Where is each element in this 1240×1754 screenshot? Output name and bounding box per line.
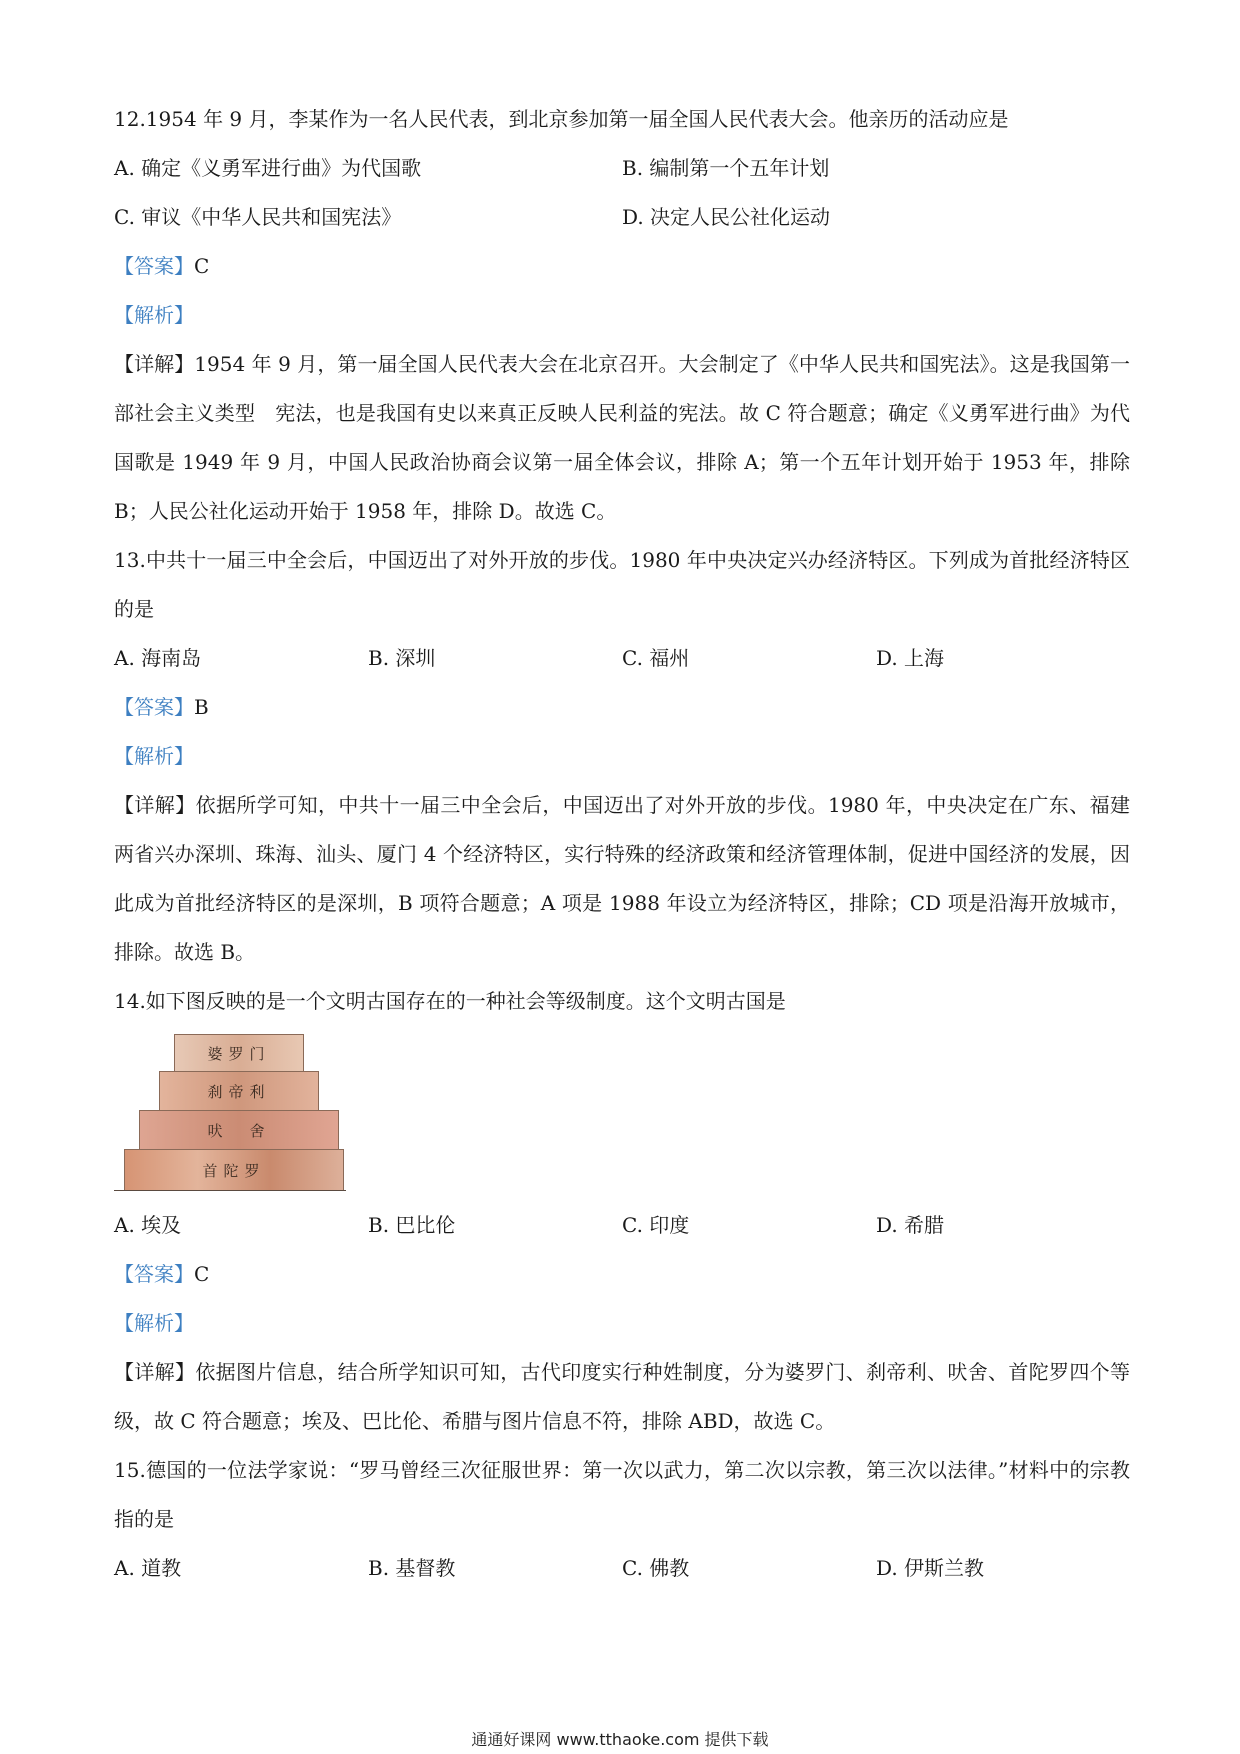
q14-option-a: A. 埃及 <box>114 1213 182 1237</box>
pyramid-tier-kshatriya: 刹帝利 <box>159 1071 319 1111</box>
q15-option-a: A. 道教 <box>114 1556 182 1580</box>
q15-options <box>114 1544 1130 1593</box>
q14-options <box>114 1201 1130 1250</box>
detail-tag: 【详解】 <box>114 352 195 376</box>
q12-option-c: C. 审议《中华人民共和国宪法》 <box>114 205 402 229</box>
q13-option-a: A. 海南岛 <box>114 646 202 670</box>
q12-detail <box>114 340 1130 536</box>
q12-option-b: B. 编制第一个五年计划 <box>622 156 830 180</box>
detail-text: 依据所学可知，中共十一届三中全会后，中国迈出了对外开放的步伐。1980 年，中央决定在广东、福建两省兴办深圳、珠海、汕头、厦门 4 个经济特区，实行特殊的经济政策和经济管理体制，促进中国经济的发展，因此成为首批经济特区的是深圳，B 项符合题意；A 项是 1988 年设立为经济特区，排除；CD 项是沿海开放城市，排除。故选 B。 <box>114 793 1131 964</box>
caste-pyramid-figure <box>114 1034 1130 1184</box>
answer-tag: 【答案】 <box>114 1262 194 1286</box>
q13-analysis <box>114 732 1130 781</box>
q12-option-a: A. 确定《义勇军进行曲》为代国歌 <box>114 156 422 180</box>
q14-detail <box>114 1348 1130 1446</box>
q13-detail <box>114 781 1130 977</box>
q12-analysis <box>114 291 1130 340</box>
q14-answer <box>114 1250 1130 1299</box>
analysis-tag: 【解析】 <box>114 1311 194 1335</box>
q13-option-c: C. 福州 <box>622 646 690 670</box>
q12-options-row1 <box>114 144 1130 193</box>
answer-value: C <box>194 1262 210 1286</box>
detail-tag: 【详解】 <box>114 1360 196 1384</box>
answer-value: B <box>194 695 209 719</box>
q15-stem: 15.德国的一位法学家说：“罗马曾经三次征服世界：第一次以武力，第二次以宗教，第三次以法律。”材料中的宗教指的是 <box>114 1458 1130 1531</box>
q14-option-d: D. 希腊 <box>876 1213 945 1237</box>
q15-option-b: B. 基督教 <box>368 1556 456 1580</box>
answer-value: C <box>194 254 210 278</box>
q13-option-d: D. 上海 <box>876 646 945 670</box>
pyramid-base-line <box>114 1190 346 1191</box>
q13-stem: 13.中共十一届三中全会后，中国迈出了对外开放的步伐。1980 年中央决定兴办经济特区。下列成为首批经济特区的是 <box>114 548 1130 621</box>
q13-option-b: B. 深圳 <box>368 646 436 670</box>
q14-stem: 14.如下图反映的是一个文明古国存在的一种社会等级制度。这个文明古国是 <box>114 989 786 1013</box>
q12-options-row2 <box>114 193 1130 242</box>
answer-tag: 【答案】 <box>114 695 194 719</box>
detail-tag: 【详解】 <box>114 793 196 817</box>
q14-option-c: C. 印度 <box>622 1213 690 1237</box>
q15-option-c: C. 佛教 <box>622 1556 690 1580</box>
analysis-tag: 【解析】 <box>114 303 194 327</box>
document-page <box>114 95 1130 1593</box>
detail-text: 1954 年 9 月，第一届全国人民代表大会在北京召开。大会制定了《中华人民共和国宪法》。这是我国第一部社会主义类型 宪法，也是我国有史以来真正反映人民利益的宪法。故 C 符合题意；确定《义勇军进行曲》为代国歌是 1949 年 9 月，中国人民政治协商会议第一届全体会议，排除 A；第一个五年计划开始于 1953 年，排除 B；人民公社化运动开始于 1958 年，排除 D。故选 C。 <box>114 352 1131 523</box>
q12-stem: 12.1954 年 9 月，李某作为一名人民代表，到北京参加第一届全国人民代表大会。他亲历的活动应是 <box>114 107 1009 131</box>
q13-answer <box>114 683 1130 732</box>
q14-analysis <box>114 1299 1130 1348</box>
answer-tag: 【答案】 <box>114 254 194 278</box>
page-footer: 通通好课网 www.tthaoke.com 提供下载 <box>471 1730 769 1749</box>
pyramid-tier-vaishya: 吠 舍 <box>139 1110 339 1150</box>
q12-option-d: D. 决定人民公社化运动 <box>622 205 831 229</box>
detail-text: 依据图片信息，结合所学知识可知，古代印度实行种姓制度，分为婆罗门、刹帝利、吠舍、首陀罗四个等级，故 C 符合题意；埃及、巴比伦、希腊与图片信息不符，排除 ABD，故选 C。 <box>114 1360 1131 1433</box>
pyramid-tier-shudra: 首陀罗 <box>124 1149 344 1191</box>
analysis-tag: 【解析】 <box>114 744 194 768</box>
q14-option-b: B. 巴比伦 <box>368 1213 456 1237</box>
q15-option-d: D. 伊斯兰教 <box>876 1556 985 1580</box>
q13-options <box>114 634 1130 683</box>
pyramid-tier-brahmin: 婆罗门 <box>174 1034 304 1072</box>
q12-answer <box>114 242 1130 291</box>
